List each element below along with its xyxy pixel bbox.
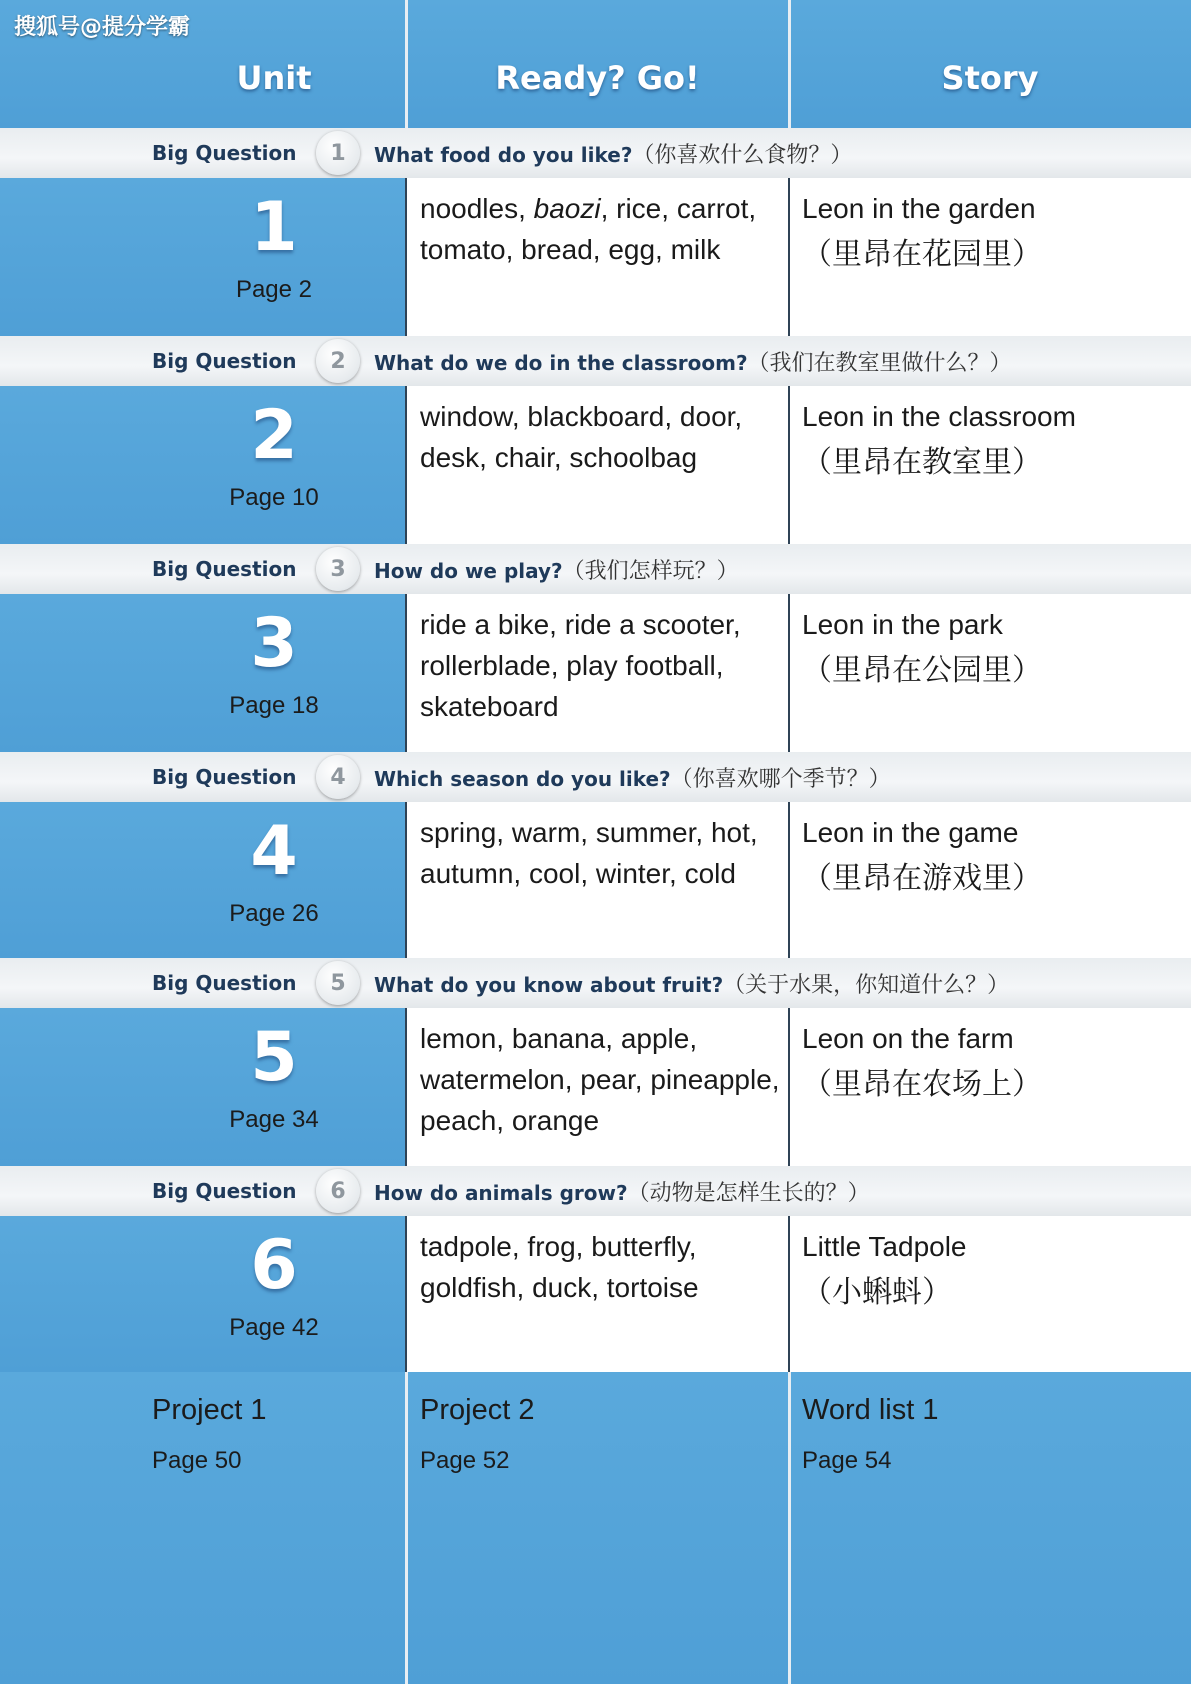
row-divider [405, 1216, 407, 1372]
story-title [802, 396, 1082, 489]
unit-number: 3 [250, 604, 298, 683]
project-page: Page 54 [802, 1447, 892, 1474]
unit-row-1 [0, 178, 1191, 336]
project-1 [152, 1394, 266, 1475]
question-text [374, 138, 852, 169]
story-en: Leon in the park [802, 609, 1003, 640]
header-story: Story [941, 59, 1039, 97]
question-number-badge: 6 [316, 1169, 360, 1213]
big-question-bar-6 [0, 1166, 1191, 1216]
question-en: How do we play? [374, 558, 563, 583]
unit-row-2 [0, 386, 1191, 544]
words-italic: baozi [533, 193, 601, 224]
story-title [802, 188, 1182, 281]
row-divider [405, 386, 407, 544]
question-cn: （关于水果，你知道什么？） [723, 972, 1010, 998]
bottom-divider-1 [405, 1372, 408, 1684]
bottom-divider-2 [788, 1372, 791, 1684]
story-en: Little Tadpole [802, 1231, 967, 1262]
project-title: Project 1 [152, 1394, 267, 1426]
question-number-badge: 5 [316, 961, 360, 1005]
row-divider [405, 802, 407, 958]
big-question-label: Big Question [152, 765, 297, 789]
unit-row-6 [0, 1216, 1191, 1372]
unit-number: 4 [250, 812, 298, 891]
unit-page: Page 34 [229, 1106, 319, 1133]
story-cn: （里昂在教室里） [802, 445, 1042, 480]
unit-number: 6 [250, 1226, 298, 1305]
question-en: What do we do in the classroom? [374, 350, 748, 375]
big-question-label: Big Question [152, 971, 297, 995]
vocabulary-words: window, blackboard, door, desk, chair, schoolbag [420, 401, 743, 473]
row-divider [405, 178, 407, 336]
big-question-bar-4 [0, 752, 1191, 802]
row-divider [788, 594, 790, 752]
story-title [802, 1018, 1182, 1111]
watermark: 搜狐号@提分学霸 [14, 15, 191, 40]
unit-page: Page 18 [229, 692, 319, 719]
question-cn: （你喜欢哪个季节？） [670, 766, 891, 792]
question-en: Which season do you like? [374, 766, 671, 791]
story-cn: （里昂在花园里） [802, 237, 1042, 272]
question-cn: （我们怎样玩？） [562, 558, 739, 584]
unit-page: Page 42 [229, 1314, 319, 1341]
story-title [802, 604, 1182, 697]
header-divider-1 [405, 0, 408, 128]
question-text [374, 762, 891, 793]
unit-cell [0, 386, 406, 544]
unit-cell [0, 802, 406, 958]
story-en: Leon on the farm [802, 1023, 1014, 1054]
header-ready-go: Ready? Go! [495, 59, 700, 97]
question-number-badge: 2 [316, 339, 360, 383]
project-page: Page 50 [152, 1447, 242, 1474]
question-cn: （动物是怎样生长的？） [627, 1180, 870, 1206]
row-divider [788, 1216, 790, 1372]
unit-page: Page 10 [229, 484, 319, 511]
question-en: What food do you like? [374, 142, 633, 167]
row-divider [788, 1008, 790, 1166]
unit-page: Page 2 [235, 276, 313, 303]
question-en: What do you know about fruit? [374, 972, 724, 997]
row-divider [788, 386, 790, 544]
words-part: noodles, [420, 193, 534, 224]
story-cn: （里昂在游戏里） [802, 861, 1042, 896]
row-divider [405, 1008, 407, 1166]
project-title: Project 2 [420, 1394, 535, 1426]
question-text [374, 968, 1009, 999]
unit-page: Page 26 [229, 900, 319, 927]
unit-cell [0, 178, 406, 336]
word-list-1 [802, 1394, 938, 1475]
question-text [374, 1176, 870, 1207]
big-question-bar-2 [0, 336, 1191, 386]
unit-number: 1 [250, 188, 298, 267]
story-title [802, 812, 1182, 905]
story-cn: （小蝌蚪） [802, 1275, 952, 1310]
row-divider [788, 178, 790, 336]
unit-number: 2 [250, 396, 298, 475]
story-en: Leon in the game [802, 817, 1019, 848]
story-cn: （里昂在公园里） [802, 653, 1042, 688]
big-question-bar-1 [0, 128, 1191, 178]
unit-row-3 [0, 594, 1191, 752]
words-part: , rice, carrot, tomato, bread, egg, milk [420, 193, 757, 265]
question-cn: （你喜欢什么食物？） [632, 142, 853, 168]
big-question-bar-3 [0, 544, 1191, 594]
project-2 [420, 1394, 534, 1475]
unit-cell [0, 1216, 406, 1372]
row-divider [405, 594, 407, 752]
big-question-bar-5 [0, 958, 1191, 1008]
header-divider-2 [788, 0, 791, 128]
big-question-label: Big Question [152, 349, 297, 373]
big-question-label: Big Question [152, 1179, 297, 1203]
question-text [374, 554, 739, 585]
project-page: Page 52 [420, 1447, 510, 1474]
row-divider [788, 802, 790, 958]
story-title [802, 1226, 1182, 1319]
question-en: How do animals grow? [374, 1180, 628, 1205]
project-title: Word list 1 [802, 1394, 939, 1426]
story-cn: （里昂在农场上） [802, 1067, 1042, 1102]
question-number-badge: 4 [316, 755, 360, 799]
question-cn: （我们在教室里做什么？） [747, 350, 1012, 376]
story-en: Leon in the garden [802, 193, 1036, 224]
vocabulary-words [420, 188, 780, 270]
unit-row-4 [0, 802, 1191, 958]
question-number-badge: 3 [316, 547, 360, 591]
unit-number: 5 [250, 1018, 298, 1097]
vocabulary-words: tadpole, frog, butterfly, goldfish, duck, tortoise [420, 1231, 699, 1303]
story-en: Leon in the classroom [802, 401, 1076, 432]
projects-section [0, 1372, 1191, 1684]
vocabulary-words: lemon, banana, apple, watermelon, pear, pineapple, peach, orange [420, 1023, 780, 1136]
vocabulary-words: spring, warm, summer, hot, autumn, cool, winter, cold [420, 817, 758, 889]
big-question-label: Big Question [152, 557, 297, 581]
unit-cell [0, 594, 406, 752]
vocabulary-words: ride a bike, ride a scooter, rollerblade, play football, skateboard [420, 609, 741, 722]
question-text [374, 346, 1012, 377]
unit-row-5 [0, 1008, 1191, 1166]
unit-cell [0, 1008, 406, 1166]
question-number-badge: 1 [316, 131, 360, 175]
header-unit: Unit [236, 59, 312, 97]
big-question-label: Big Question [152, 141, 297, 165]
